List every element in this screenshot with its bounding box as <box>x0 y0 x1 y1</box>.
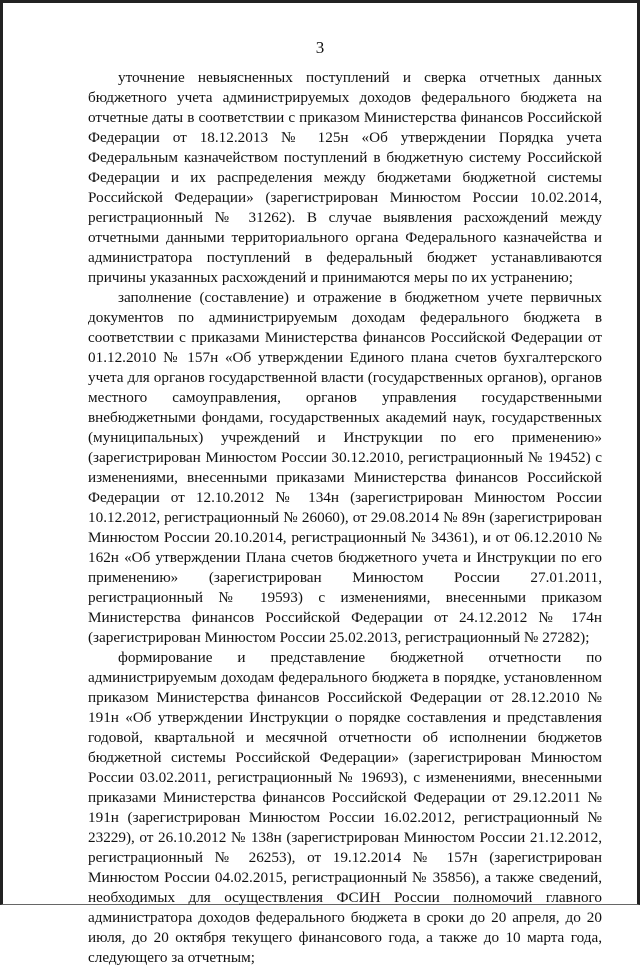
paragraph-primary-documents: заполнение (составление) и отражение в бюджетном учете первичных документов по администрируемым доходам федерального бюджета в соответствии с приказами Министерства финансов Российской Федерации от 01.12.2010 № 157н «Об утверждении Единого плана счетов бухгалтерского учета для органов государственной власти (государственных органов), органов местного самоуправления, органов управления государственными внебюджетными фондами, государственных академий наук, государственных (муниципальных) учреждений и Инструкции по его применению» (зарегистрирован Минюстом России 30.12.2010, регистрационный № 19452) с изменениями, внесенными приказами Министерства финансов Российской Федерации от 12.10.2012 № 134н (зарегистрирован Минюстом России 10.12.2012, регистрационный № 26060), от 29.08.2014 № 89н (зарегистрирован Минюстом России 20.10.2014, регистрационный № 34361), и от 06.12.2010 № 162н «Об утверждении Плана счетов бюджетного учета и Инструкции по его применению» (зарегистрирован Минюстом России 27.01.2011, регистрационный № 19593) с изменениями, внесенными приказом Министерства финансов Российской Федерации от 24.12.2012 № 174н (зарегистрирован Минюстом России 25.02.2013, регистрационный № 27282); <box>88 289 602 646</box>
document-body <box>88 68 602 968</box>
paragraph-reconciliation: уточнение невыясненных поступлений и сверка отчетных данных бюджетного учета администрируемых доходов федерального бюджета на отчетные даты в соответствии с приказом Министерства финансов Российской Федерации от 18.12.2013 № 125н «Об утверждении Порядка учета Федеральным казначейством поступлений в бюджетную систему Российской Федерации и их распределения между бюджетами бюджетной системы Российской Федерации» (зарегистрирован Минюстом России 10.02.2014, регистрационный № 31262). В случае выявления расхождений между отчетными данными территориального органа Федерального казначейства и администратора поступлений в федеральный бюджет устанавливаются причины указанных расхождений и принимаются меры по их устранению; <box>88 69 602 286</box>
paragraph-budget-reporting: формирование и представление бюджетной отчетности по администрируемым доходам федерального бюджета в порядке, установленном приказом Министерства финансов Российской Федерации от 28.12.2010 № 191н «Об утверждении Инструкции о порядке составления и представления годовой, квартальной и месячной отчетности об исполнении бюджетов бюджетной системы Российской Федерации» (зарегистрирован Минюстом России 03.02.2011, регистрационный № 19693), с изменениями, внесенными приказами Министерства финансов Российской Федерации от 29.12.2011 № 191н (зарегистрирован Минюстом России 16.02.2012, регистрационный № 23229), от 26.10.2012 № 138н (зарегистрирован Минюстом России 21.12.2012, регистрационный № 26253), от 19.12.2014 № 157н (зарегистрирован Минюстом России 04.02.2015, регистрационный № 35856), а также сведений, необходимых для осуществления ФСИН России полномочий главного администратора доходов федерального бюджета в сроки до 20 апреля, до 20 июля, до 20 октября текущего финансового года, а также до 10 марта года, следующего за отчетным; <box>88 649 602 966</box>
page-number: 3 <box>315 38 325 57</box>
